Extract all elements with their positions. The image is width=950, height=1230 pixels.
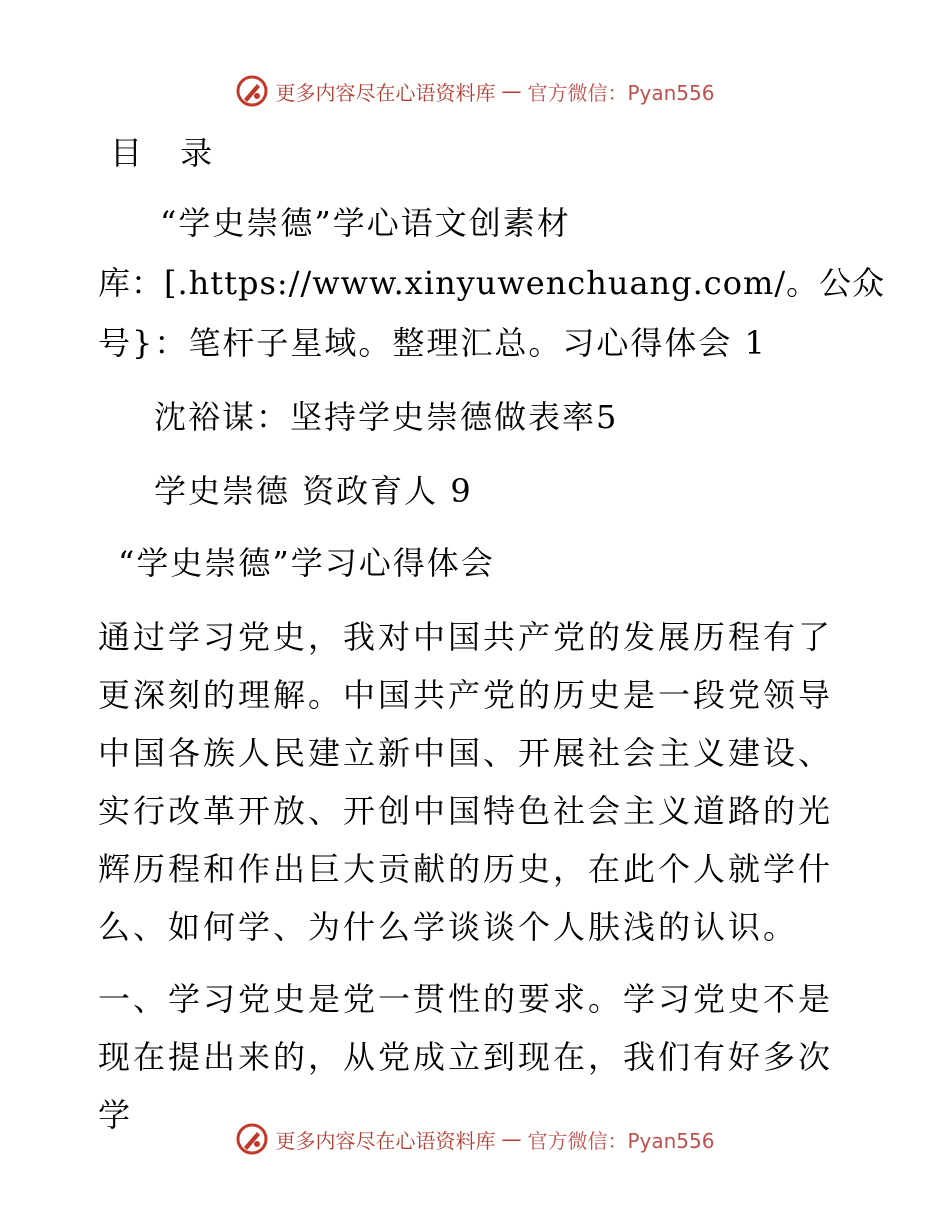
banner-main-text: 更多内容尽在心语资料库	[275, 80, 496, 105]
pen-logo-icon	[235, 74, 269, 108]
header-watermark-banner	[0, 74, 950, 108]
toc-entry-1-line-1: “学史崇德”学心语文创素材	[160, 204, 571, 242]
banner-wechat-text: 官方微信：Pyan556	[527, 80, 715, 105]
banner-separator: —	[501, 1127, 522, 1151]
footer-watermark-banner	[0, 1122, 950, 1156]
banner-separator: —	[501, 79, 522, 103]
banner-main-text: 更多内容尽在心语资料库	[275, 1128, 496, 1153]
article-paragraph-1: 通过学习党史，我对中国共产党的发展历程有了更深刻的理解。中国共产党的历史是一段党领导中国各族人民建立新中国、开展社会主义建设、实行改革开放、开创中国特色社会主义道路的光辉历程和作出巨大贡献的历史，在此个人就学什么、如何学、为什么学谈谈个人肤浅的认识。	[98, 618, 834, 946]
pen-logo-icon	[235, 1122, 269, 1156]
toc-entry-1-line-2: 库：[.https://www.xinyuwenchuang.com/。公众	[98, 264, 886, 302]
toc-entry-3: 学史崇德 资政育人 9	[154, 472, 473, 510]
article-paragraph-2: 一、学习党史是党一贯性的要求。学习党史不是现在提出来的，从党成立到现在，我们有好多次学	[98, 980, 834, 1134]
toc-entry-1-line-3: 号}：笔杆子星域。整理汇总。习心得体会 1	[98, 324, 767, 362]
article-title: “学史崇德”学习心得体会	[118, 544, 495, 582]
toc-entry-2: 沈裕谋：坚持学史崇德做表率5	[154, 398, 619, 436]
banner-wechat-text: 官方微信：Pyan556	[527, 1128, 715, 1153]
toc-title: 目 录	[110, 134, 227, 172]
